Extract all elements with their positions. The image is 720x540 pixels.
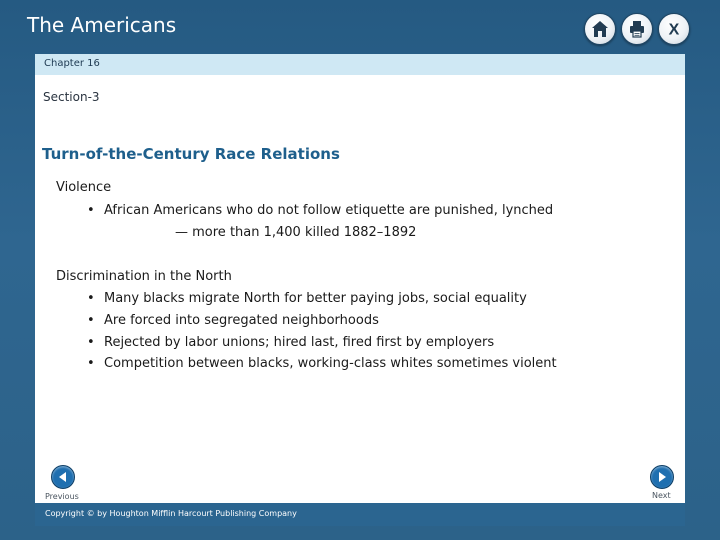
footer-bar <box>35 503 685 526</box>
toolbar <box>584 13 690 45</box>
print-icon <box>627 19 647 39</box>
close-glyph: X <box>668 21 680 39</box>
home-icon <box>590 19 610 39</box>
copyright-text: Copyright © by Houghton Mifflin Harcourt Publishing Company <box>45 509 297 518</box>
list-item-text: Many blacks migrate North for better paying jobs, social equality <box>104 291 527 306</box>
section-label: Section-3 <box>43 90 100 104</box>
bullet-icon: • <box>87 313 95 328</box>
list-item-text: Rejected by labor unions; hired last, fired first by employers <box>104 335 495 350</box>
group-heading-violence: Violence <box>56 180 112 195</box>
close-icon <box>664 19 684 39</box>
previous-button[interactable] <box>51 465 75 489</box>
chapter-label: Chapter 16 <box>44 58 100 69</box>
bullet-icon: • <box>87 203 95 218</box>
list-item <box>87 335 494 350</box>
arrow-left-icon <box>57 471 69 483</box>
list-item-subtext: — more than 1,400 killed 1882–1892 <box>175 225 417 240</box>
slide-panel <box>35 54 685 526</box>
list-item-text: Competition between blacks, working-class whites sometimes violent <box>104 356 557 371</box>
bullet-icon: • <box>87 291 95 306</box>
close-button[interactable] <box>658 13 690 45</box>
slide-title: Turn-of-the-Century Race Relations <box>42 145 340 163</box>
list-item <box>87 356 557 371</box>
next-label[interactable]: Next <box>652 491 671 500</box>
group-heading-discrimination: Discrimination in the North <box>56 269 232 284</box>
list-item <box>87 313 379 328</box>
bullet-icon: • <box>87 335 95 350</box>
home-button[interactable] <box>584 13 616 45</box>
list-item-text: Are forced into segregated neighborhoods <box>104 313 379 328</box>
app-title: The Americans <box>27 13 177 37</box>
bullet-icon: • <box>87 356 95 371</box>
previous-label[interactable]: Previous <box>45 492 79 501</box>
list-item-text: African Americans who do not follow etiquette are punished, lynched <box>104 203 554 218</box>
list-item <box>87 291 527 306</box>
list-item <box>87 203 553 218</box>
arrow-right-icon <box>656 471 668 483</box>
chapter-bar <box>35 54 685 75</box>
next-button[interactable] <box>650 465 674 489</box>
print-button[interactable] <box>621 13 653 45</box>
